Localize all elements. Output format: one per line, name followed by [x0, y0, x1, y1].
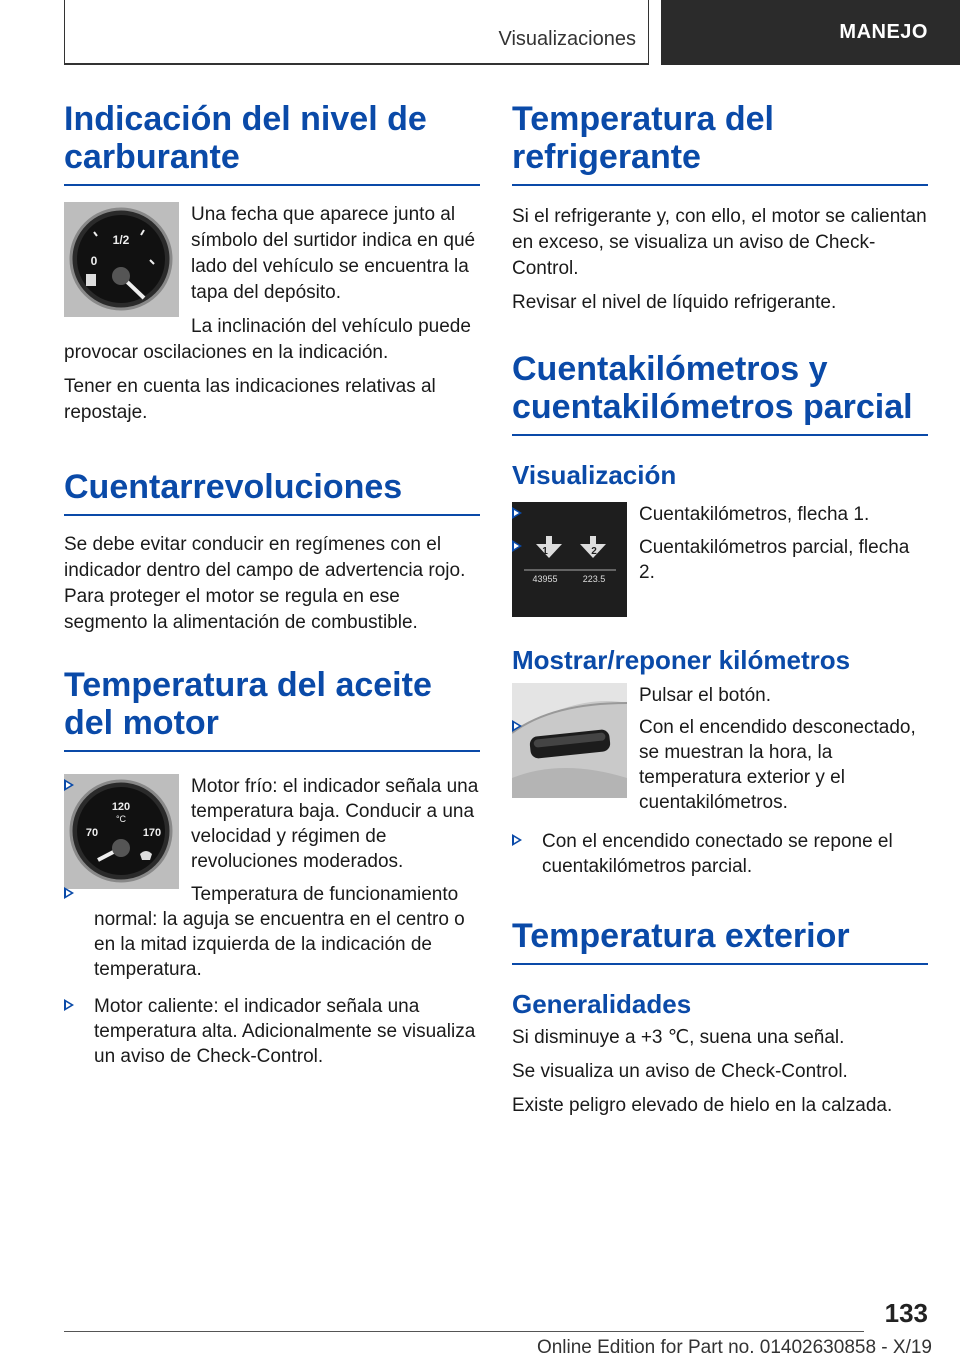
- arrow-1-number: 1: [542, 546, 548, 557]
- oil-gauge-high-label: 170: [142, 827, 162, 839]
- header-section-title: Visualizaciones: [498, 28, 636, 50]
- ext-paragraph-1: Si disminuye a +3 ℃, suena una señal.: [512, 1027, 845, 1048]
- oil-gauge-mid-label: 120: [111, 801, 131, 813]
- fuel-section: [64, 202, 480, 426]
- arrow-2-number: 2: [591, 546, 597, 557]
- fuel-heading: Indicación del nivel de carburante: [64, 100, 480, 186]
- fuel-gauge-half-label: 1/2: [112, 233, 130, 247]
- header-rule-right: [648, 0, 649, 64]
- fuel-paragraph-1: Una fecha que aparece junto al símbolo del surtidor indica en qué lado del vehículo se encuentra la tapa del depósito.: [191, 204, 476, 303]
- list-item: [512, 715, 928, 815]
- triangle-bullet-icon: [512, 720, 522, 732]
- odo-reset-paragraph: Pulsar el botón.: [639, 685, 772, 706]
- footer-rule: [64, 1331, 864, 1332]
- oil-section: [64, 774, 480, 990]
- list-item-text: Con el encendido desconectado, se muestran la hora, la temperatura exterior y el cuentakilómetros.: [639, 717, 916, 813]
- rev-heading: Cuentarrevoluciones: [64, 468, 480, 516]
- coolant-heading: Temperatura del refrigerante: [512, 100, 928, 186]
- page-number: 133: [884, 1298, 928, 1328]
- ext-generalidades-heading: Generalidades: [512, 989, 692, 1019]
- fuel-paragraph-2: La inclinación del vehículo puede provocar oscilaciones en la indicación.: [64, 316, 471, 363]
- oil-list-2: [64, 994, 480, 1069]
- triangle-bullet-icon: [64, 999, 74, 1011]
- odo-display-section: [512, 502, 928, 617]
- header-chapter-tab: [661, 0, 960, 65]
- list-item: [64, 994, 480, 1069]
- left-column: [64, 100, 480, 1077]
- oil-gauge-unit-label: °C: [115, 814, 127, 824]
- triangle-bullet-icon: [512, 834, 522, 846]
- list-item: [512, 535, 928, 585]
- footer-edition: Online Edition for Part no. 01402630858 - X/19: [536, 1337, 932, 1358]
- tripmeter-value: 223.5: [582, 574, 606, 584]
- list-item-text: Con el encendido conectado se repone el cuentakilómetros parcial.: [542, 831, 893, 877]
- ext-heading: Temperatura exterior: [512, 917, 928, 965]
- header-rule-left: [64, 0, 65, 64]
- triangle-bullet-icon: [64, 779, 74, 791]
- triangle-bullet-icon: [512, 540, 522, 552]
- fuel-paragraph-3: Tener en cuenta las indicaciones relativas al repostaje.: [64, 376, 436, 423]
- list-item: [512, 502, 928, 527]
- odo-reset-section: [512, 683, 928, 823]
- fuel-gauge-empty-label: 0: [90, 254, 98, 268]
- odo-reset-heading: Mostrar/reponer kilómetros: [512, 645, 851, 675]
- oil-heading: Temperatura del aceite del motor: [64, 666, 480, 752]
- list-item-text: Temperatura de funcionamiento normal: la aguja se encuentra en el centro o en la mitad izquierda de la indicación de temperatura.: [94, 884, 465, 980]
- fuel-gauge-image: [64, 202, 179, 317]
- odo-list-2: [512, 715, 928, 815]
- right-column: [512, 100, 928, 1119]
- header-underline: [64, 63, 649, 65]
- ext-paragraph-3: Existe peligro elevado de hielo en la calzada.: [512, 1095, 893, 1116]
- rev-paragraph: Se debe evitar conducir en regímenes con el indicador dentro del campo de advertencia rojo. Para proteger el motor se regula en ese segmento la alimentación de combustible.: [64, 534, 466, 633]
- list-item-text: Cuentakilómetros, flecha 1.: [639, 504, 870, 525]
- triangle-bullet-icon: [64, 887, 74, 899]
- oil-gauge-low-label: 70: [85, 827, 99, 839]
- list-item: [512, 829, 928, 879]
- odo-list-1: [512, 502, 928, 585]
- odo-list-3: [512, 829, 928, 879]
- ext-paragraph-2: Se visualiza un aviso de Check-Control.: [512, 1061, 848, 1082]
- triangle-bullet-icon: [512, 507, 522, 519]
- list-item: [64, 774, 480, 874]
- coolant-paragraph-1: Si el refrigerante y, con ello, el motor se calientan en exceso, se visualiza un aviso de Check-Control.: [512, 206, 927, 279]
- list-item-text: Motor caliente: el indicador señala una temperatura alta. Adicionalmente se visualiza un aviso de Check-Control.: [94, 996, 476, 1067]
- list-item-text: Cuentakilómetros parcial, flecha 2.: [639, 537, 910, 583]
- odo-heading: Cuentakilómetros y cuentakilómetros parcial: [512, 350, 928, 436]
- header-chapter-label: MANEJO: [839, 21, 928, 43]
- odometer-value: 43955: [532, 574, 558, 584]
- list-item: [64, 882, 480, 982]
- odo-visualizacion-heading: Visualización: [512, 460, 677, 490]
- list-item-text: Motor frío: el indicador señala una temperatura baja. Conducir a una velocidad y régimen de revoluciones moderados.: [191, 776, 479, 872]
- coolant-paragraph-2: Revisar el nivel de líquido refrigerante.: [512, 292, 837, 313]
